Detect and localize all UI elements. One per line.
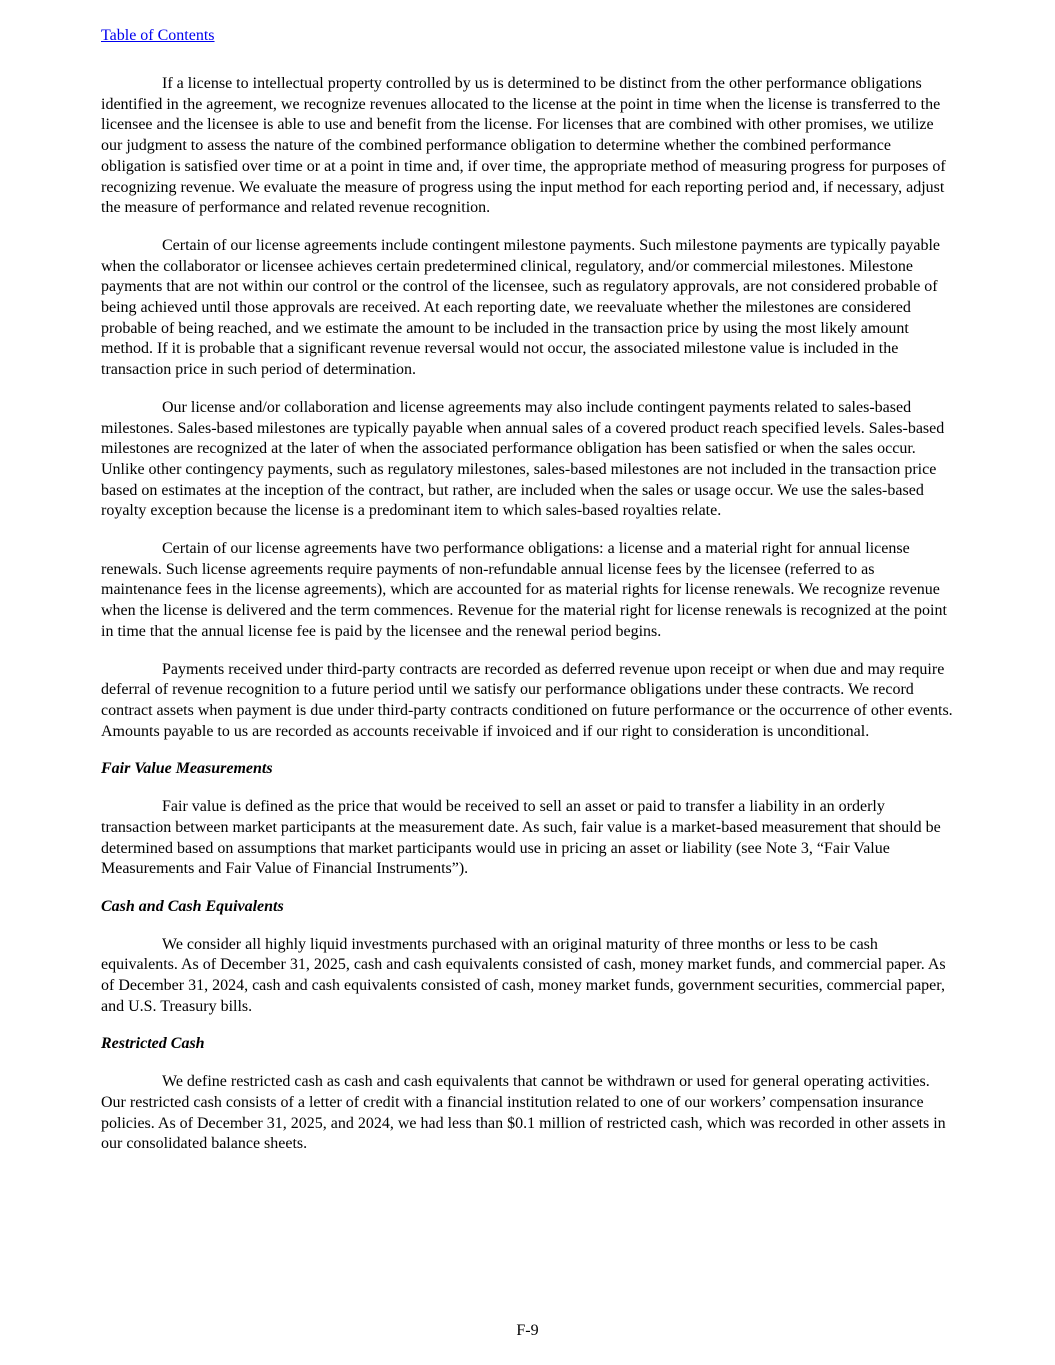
- paragraph-fair-value: Fair value is defined as the price that would be received to sell an asset or paid to transfer a liability in an orderly transaction between market participants at the measurement date. As such, fair value is a market-based measurement that should be determined based on assumptions that market participants would use in pricing an asset or liability (see Note 3, “Fair Value Measurements and Fair Value of Financial Instruments”).: [101, 798, 941, 878]
- heading-fair-value: Fair Value Measurements: [101, 760, 273, 778]
- heading-cash-equivalents: Cash and Cash Equivalents: [101, 897, 284, 915]
- heading-restricted-cash: Restricted Cash: [101, 1035, 205, 1053]
- paragraph-milestone-payments: Certain of our license agreements include contingent milestone payments. Such milestone payments are typically payable when the collaborator or licensee achieves certain predetermined clinical, regulatory, and/or commercial milestones. Milestone payments that are not within our control or the control of the licensee, such as regulatory approvals, are not considered probable of being achieved until those approvals are received. At each reporting date, we reevaluate whether the milestones are considered probable of being reached, and we estimate the amount to be included in the transaction price by using the most likely amount method. If it is probable that a significant revenue reversal would not occur, the associated milestone value is included in the transaction price in such period of determination.: [101, 236, 940, 379]
- document-body: [101, 74, 955, 1172]
- table-of-contents-link[interactable]: Table of Contents: [101, 27, 215, 44]
- paragraph-restricted-cash: We define restricted cash as cash and cash equivalents that cannot be withdrawn or used for general operating activities. Our restricted cash consists of a letter of credit with a financial institution related to one of our workers’ compensation insurance policies. As of December 31, 2025, and 2024, we had less than $0.1 million of restricted cash, which was recorded in other assets in our consolidated balance sheets.: [101, 1073, 946, 1153]
- paragraph-sales-based-milestones: Our license and/or collaboration and license agreements may also include contingent payments related to sales-based milestones. Sales-based milestones are typically payable when annual sales of a covered product reach specified levels. Sales-based milestones are recognized at the later of when the associated performance obligation has been satisfied or when the sales occur. Unlike other contingency payments, such as regulatory milestones, sales-based milestones are not included in the transaction price based on estimates at the inception of the contract, but rather, are included when the sales or usage occur. We use the sales-based royalty exception because the license is a predominant item to which sales-based royalties relate.: [101, 398, 945, 520]
- paragraph-material-right: Certain of our license agreements have two performance obligations: a license and a material right for annual license renewals. Such license agreements require payments of non-refundable annual license fees by the licensee (referred to as maintenance fees in the license agreements), which are accounted for as material rights for license renewals. We recognize revenue when the license is delivered and the term commences. Revenue for the material right for license renewals is recognized at the point in time that the annual license fee is paid by the licensee and the renewal period begins.: [101, 540, 947, 640]
- page-number: F-9: [516, 1322, 539, 1339]
- paragraph-deferred-revenue: Payments received under third-party contracts are recorded as deferred revenue upon receipt or when due and may require deferral of revenue recognition to a future period until we satisfy our performance obligations under these contracts. We record contract assets when payment is due under third-party contracts conditioned on future performance or the occurrence of other events. Amounts payable to us are recorded as accounts receivable if invoiced and if our right to consideration is unconditional.: [101, 660, 953, 740]
- paragraph-license-ip: If a license to intellectual property controlled by us is determined to be distinct from the other performance obligations identified in the agreement, we recognize revenues allocated to the license at the point in time when the license is transferred to the licensee and the licensee is able to use and benefit from the license. For licenses that are combined with other promises, we utilize our judgment to assess the nature of the combined performance obligation to determine whether the combined performance obligation is satisfied over time or at a point in time and, if over time, the appropriate method of measuring progress for purposes of recognizing revenue. We evaluate the measure of progress using the input method for each reporting period and, if necessary, adjust the measure of performance and related revenue recognition.: [101, 75, 946, 217]
- paragraph-cash-equivalents: We consider all highly liquid investments purchased with an original maturity of three months or less to be cash equivalents. As of December 31, 2025, cash and cash equivalents consisted of cash, money market funds, and commercial paper. As of December 31, 2024, cash and cash equivalents consisted of cash, money market funds, government securities, commercial paper, and U.S. Treasury bills.: [101, 935, 946, 1015]
